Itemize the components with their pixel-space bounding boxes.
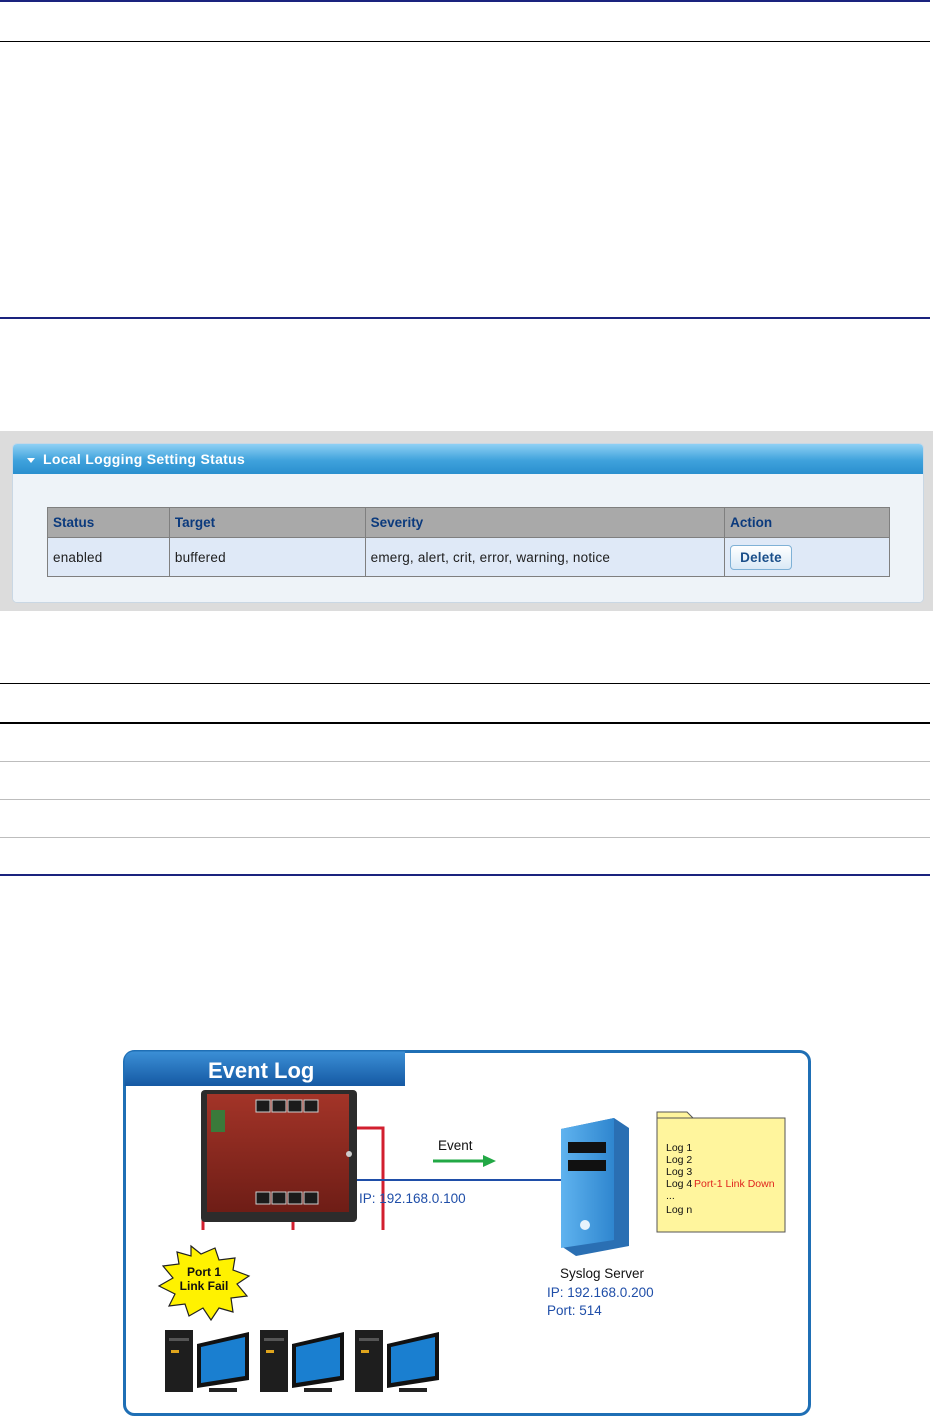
status-table (47, 507, 890, 577)
diagram-title: Event Log (208, 1058, 315, 1083)
panel-title: Local Logging Setting Status (43, 451, 246, 467)
switch-device (201, 1090, 357, 1222)
section-rule (0, 317, 930, 319)
cell-target: buffered (169, 538, 365, 577)
syslog-server-icon (561, 1118, 629, 1256)
log-entry: ... (666, 1190, 675, 1202)
delete-button[interactable]: Delete (730, 545, 792, 570)
section-rule (0, 41, 930, 42)
server-port-label: Port: 514 (547, 1303, 602, 1318)
collapse-arrow-icon[interactable] (27, 458, 35, 463)
log-4-note: Port-1 Link Down (694, 1178, 775, 1190)
header-severity: Severity (365, 508, 724, 538)
alert-line: Port 1 (186, 1265, 222, 1279)
cell-severity: emerg, alert, crit, error, warning, notice (365, 538, 724, 577)
table-rule (0, 837, 930, 838)
log-entry: Log 4 (666, 1178, 693, 1190)
log-entry: Log n (666, 1204, 693, 1216)
cell-status: enabled (48, 538, 170, 577)
log-entry: Log 1 (666, 1142, 693, 1154)
local-logging-panel (12, 443, 924, 603)
event-label: Event (438, 1138, 473, 1153)
switch-ip-label: IP: 192.168.0.100 (359, 1191, 466, 1206)
header-status: Status (48, 508, 170, 538)
table-rule (0, 761, 930, 762)
panel-header[interactable] (13, 444, 923, 474)
section-rule (0, 874, 930, 876)
event-log-diagram (123, 1050, 811, 1416)
log-entry: Log 2 (666, 1154, 693, 1166)
top-rule (0, 0, 930, 2)
header-action: Action (725, 508, 890, 538)
table-row (48, 538, 890, 577)
local-logging-panel-screenshot (0, 431, 933, 611)
table-rule (0, 722, 930, 724)
header-target: Target (169, 508, 365, 538)
panel-body (13, 474, 923, 602)
server-label: Syslog Server (560, 1266, 645, 1281)
server-ip-label: IP: 192.168.0.200 (547, 1285, 654, 1300)
table-rule (0, 683, 930, 684)
alert-line: Link Fail (179, 1279, 229, 1293)
table-rule (0, 799, 930, 800)
table-header-row (48, 508, 890, 538)
cell-action (725, 538, 890, 577)
log-entry: Log 3 (666, 1166, 693, 1178)
